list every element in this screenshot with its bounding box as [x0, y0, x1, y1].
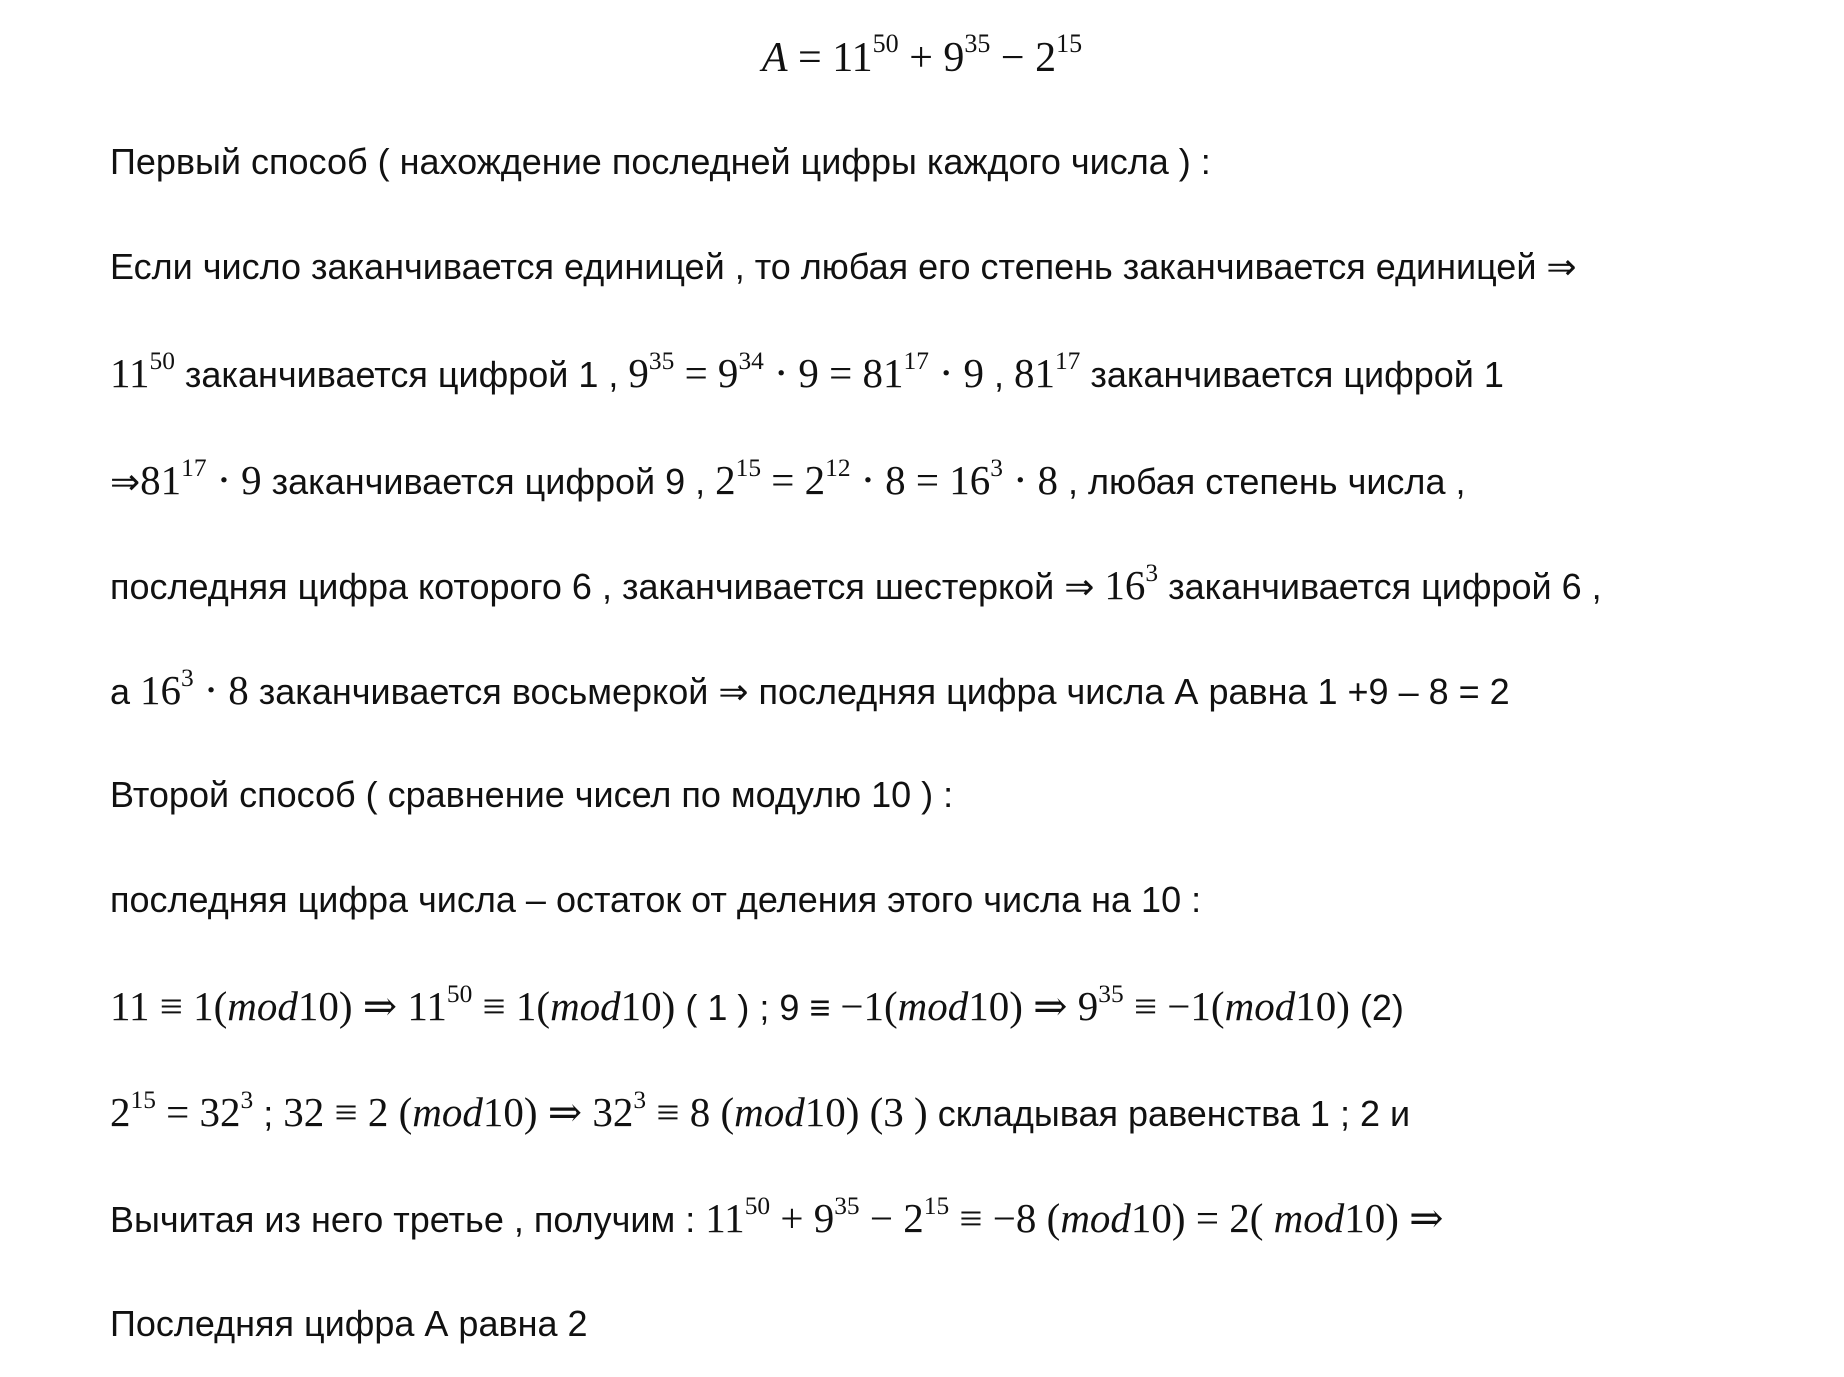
formula-exponent: 15: [1056, 29, 1083, 59]
formula-base: 2: [1035, 35, 1057, 81]
math-expression: $2^{15} = 2^{12} \cdot 8 = 16^3 \cdot 8$: [715, 453, 1058, 503]
formula-variable: A: [761, 35, 788, 81]
title-formula: [0, 30, 1844, 86]
math-expression: $9^{35} = 9^{34} \cdot 9 = 81^{17} \cdot 9$: [628, 346, 984, 396]
text-fragment: ;: [253, 1093, 284, 1134]
formula-operator: −: [1000, 35, 1025, 81]
text-fragment: складывая равенства 1 ; 2 и: [927, 1093, 1411, 1134]
text-fragment: Вычитая из него третье , получим :: [110, 1199, 706, 1240]
math-expression: −1(mod10) ⇒ $9^{35} \equiv -1(mod10)$: [840, 979, 1350, 1029]
method-one-heading: Первый способ ( нахождение последней цифры каждого числа ) :: [110, 141, 1211, 182]
text-line: [110, 663, 1804, 716]
text-fragment: (2): [1349, 987, 1404, 1028]
formula-operator: +: [909, 35, 933, 81]
text-fragment: заканчивается цифрой 9 ,: [261, 461, 716, 502]
formula-base: 9: [943, 35, 965, 81]
formula-exponent: 50: [872, 29, 899, 59]
math-expression: $16^3$: [1104, 558, 1159, 608]
formula-base: 11: [832, 35, 873, 81]
formula-equals: =: [798, 35, 822, 81]
text-fragment: заканчивается восьмеркой ⇒ последняя цифра числа А равна 1 +9 – 8 = 2: [248, 671, 1510, 712]
text-line: [110, 979, 1804, 1032]
text-line: [110, 1191, 1804, 1244]
text-fragment: ( 1 ) ; 9 ≡: [675, 987, 841, 1028]
math-expression: $2^{15} = 32^3$: [110, 1085, 254, 1135]
math-expression: $81^{17}$: [1013, 346, 1081, 396]
text-fragment: а: [110, 671, 141, 712]
text-line: Если число заканчивается единицей , то любая его степень заканчивается единицей ⇒: [110, 246, 1577, 287]
text-fragment: заканчивается цифрой 1 ,: [174, 354, 629, 395]
text-line: [110, 1085, 1804, 1138]
conclusion-line: Последняя цифра А равна 2: [110, 1303, 588, 1344]
math-expression: 11 ≡ 1(mod10) ⇒ $11^{50} \equiv 1(mod10)$: [110, 979, 676, 1029]
method-two-heading: Второй способ ( сравнение чисел по модулю 10 ) :: [110, 774, 954, 815]
text-fragment: ,: [983, 354, 1014, 395]
text-fragment: последняя цифра которого 6 , заканчивается шестеркой ⇒: [110, 566, 1105, 607]
text-line: [110, 346, 1804, 399]
math-expression: 32 ≡ 2 (mod10) ⇒ $32^3 \equiv 8$ (mod10) (3 ): [283, 1085, 928, 1135]
text-line: [110, 453, 1804, 506]
math-expression: $11^{50} + 9^{35} - 2^{15} \equiv -8$ (mod10) = 2( mod10) ⇒: [705, 1191, 1444, 1241]
math-expression: $81^{17} \cdot 9$: [140, 453, 262, 503]
text-fragment: , любая степень числа ,: [1057, 461, 1466, 502]
implies-arrow: ⇒: [110, 461, 141, 502]
text-fragment: заканчивается цифрой 1: [1080, 354, 1504, 395]
text-line: [110, 558, 1804, 611]
math-expression: $11^{50}$: [110, 346, 175, 396]
math-expression: $16^3 \cdot 8$: [140, 663, 249, 713]
text-line: последняя цифра числа – остаток от деления этого числа на 10 :: [110, 879, 1202, 920]
text-fragment: заканчивается цифрой 6 ,: [1158, 566, 1602, 607]
formula-exponent: 35: [964, 29, 991, 59]
